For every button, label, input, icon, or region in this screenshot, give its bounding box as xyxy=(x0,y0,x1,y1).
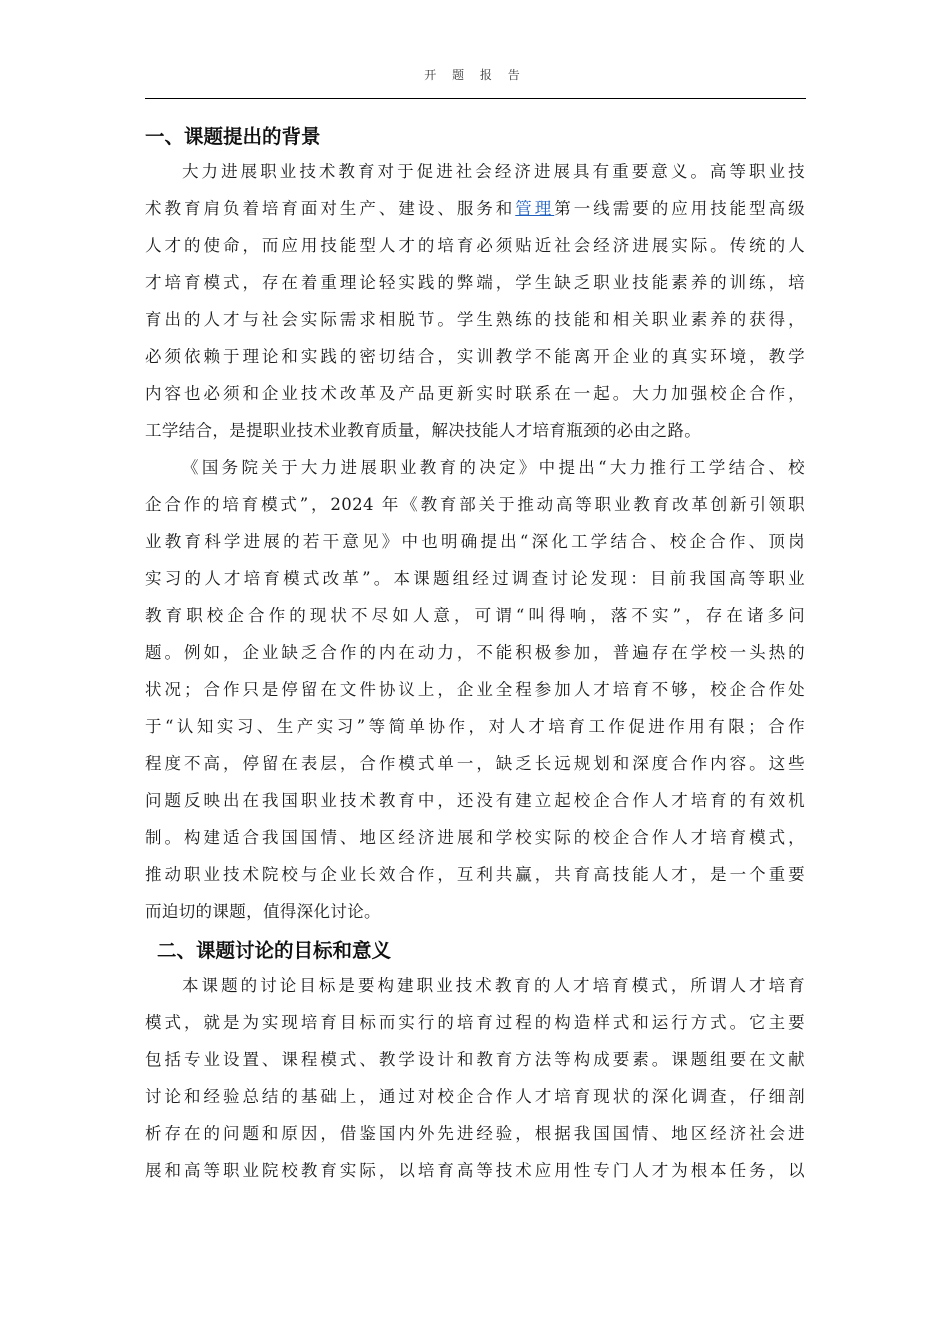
paragraph-line: 实习的人才培育模式改革”。本课题组经过调查讨论发现：目前我国高等职业 xyxy=(145,569,805,588)
paragraph-line: 大力进展职业技术教育对于促进社会经济进展具有重要意义。高等职业技 xyxy=(182,162,805,181)
paragraph-line: 展和高等职业院校教育实际，以培育高等技术应用性专门人才为根本任务，以 xyxy=(145,1161,805,1180)
header-rule xyxy=(145,98,806,99)
paragraph-line: 而迫切的课题，值得深化讨论。 xyxy=(145,902,381,921)
paragraph-line: 问题反映出在我国职业技术教育中，还没有建立起校企合作人才培育的有效机 xyxy=(145,791,805,810)
paragraph-line: 包括专业设置、课程模式、教学设计和教育方法等构成要素。课题组要在文献 xyxy=(145,1050,805,1069)
paragraph-line: 业教育科学进展的若干意见》中也明确提出“深化工学结合、校企合作、顶岗 xyxy=(145,532,805,551)
paragraph-line: 《国务院关于大力进展职业教育的决定》中提出“大力推行工学结合、校 xyxy=(182,458,805,477)
paragraph-line: 析存在的问题和原因，借鉴国内外先进经验，根据我国国情、地区经济社会进 xyxy=(145,1124,805,1143)
paragraph-line: 推动职业技术院校与企业长效合作，互利共赢，共育高技能人才，是一个重要 xyxy=(145,865,805,884)
paragraph-line: 讨论和经验总结的基础上，通过对校企合作人才培育现状的深化调查，仔细剖 xyxy=(145,1087,805,1106)
paragraph-line: 内容也必须和企业技术改革及产品更新实时联系在一起。大力加强校企合作， xyxy=(145,384,805,403)
section-1-heading: 一、课题提出的背景 xyxy=(145,125,321,148)
management-link[interactable]: 管理 xyxy=(515,199,555,218)
paragraph-line: 才培育模式，存在着重理论轻实践的弊端，学生缺乏职业技能素养的训练，培 xyxy=(145,273,805,292)
paragraph-line: 题。例如，企业缺乏合作的内在动力，不能积极参加，普遍存在学校一头热的 xyxy=(145,643,805,662)
paragraph-line: 模式，就是为实现培育目标而实行的培育过程的构造样式和运行方式。它主要 xyxy=(145,1013,805,1032)
paragraph-line: 必须依赖于理论和实践的密切结合，实训教学不能离开企业的真实环境，教学 xyxy=(145,347,805,366)
paragraph-line: 程度不高，停留在表层，合作模式单一，缺乏长远规划和深度合作内容。这些 xyxy=(145,754,805,773)
paragraph-line: 企合作的培育模式”，2024 年《教育部关于推动高等职业教育改革创新引领职 xyxy=(145,495,805,514)
paragraph-line: 工学结合，是提职业技术业教育质量，解决技能人才培育瓶颈的必由之路。 xyxy=(145,421,702,440)
paragraph-line: 育出的人才与社会实际需求相脱节。学生熟练的技能和相关职业素养的获得， xyxy=(145,310,805,329)
paragraph-line: 状况；合作只是停留在文件协议上，企业全程参加人才培育不够，校企合作处 xyxy=(145,680,805,699)
section-2-heading: 二、课题讨论的目标和意义 xyxy=(157,939,392,962)
paragraph-line: 本课题的讨论目标是要构建职业技术教育的人才培育模式，所谓人才培育 xyxy=(182,976,805,995)
text-span: 第一线需要的应用技能型高级 xyxy=(554,199,805,218)
paragraph-line xyxy=(145,201,805,218)
text-span: 术教育肩负着培育面对生产、建设、服务和 xyxy=(145,199,516,218)
paragraph-line: 人才的使命，而应用技能型人才的培育必须贴近社会经济进展实际。传统的人 xyxy=(145,236,805,255)
paragraph-line: 于“认知实习、生产实习”等简单协作，对人才培育工作促进作用有限；合作 xyxy=(145,717,805,736)
paragraph-line: 制。构建适合我国国情、地区经济进展和学校实际的校企合作人才培育模式， xyxy=(145,828,805,847)
page-header: 开 题 报 告 xyxy=(424,68,526,82)
paragraph-line: 教育职校企合作的现状不尽如人意，可谓“叫得响，落不实”，存在诸多问 xyxy=(145,606,805,625)
